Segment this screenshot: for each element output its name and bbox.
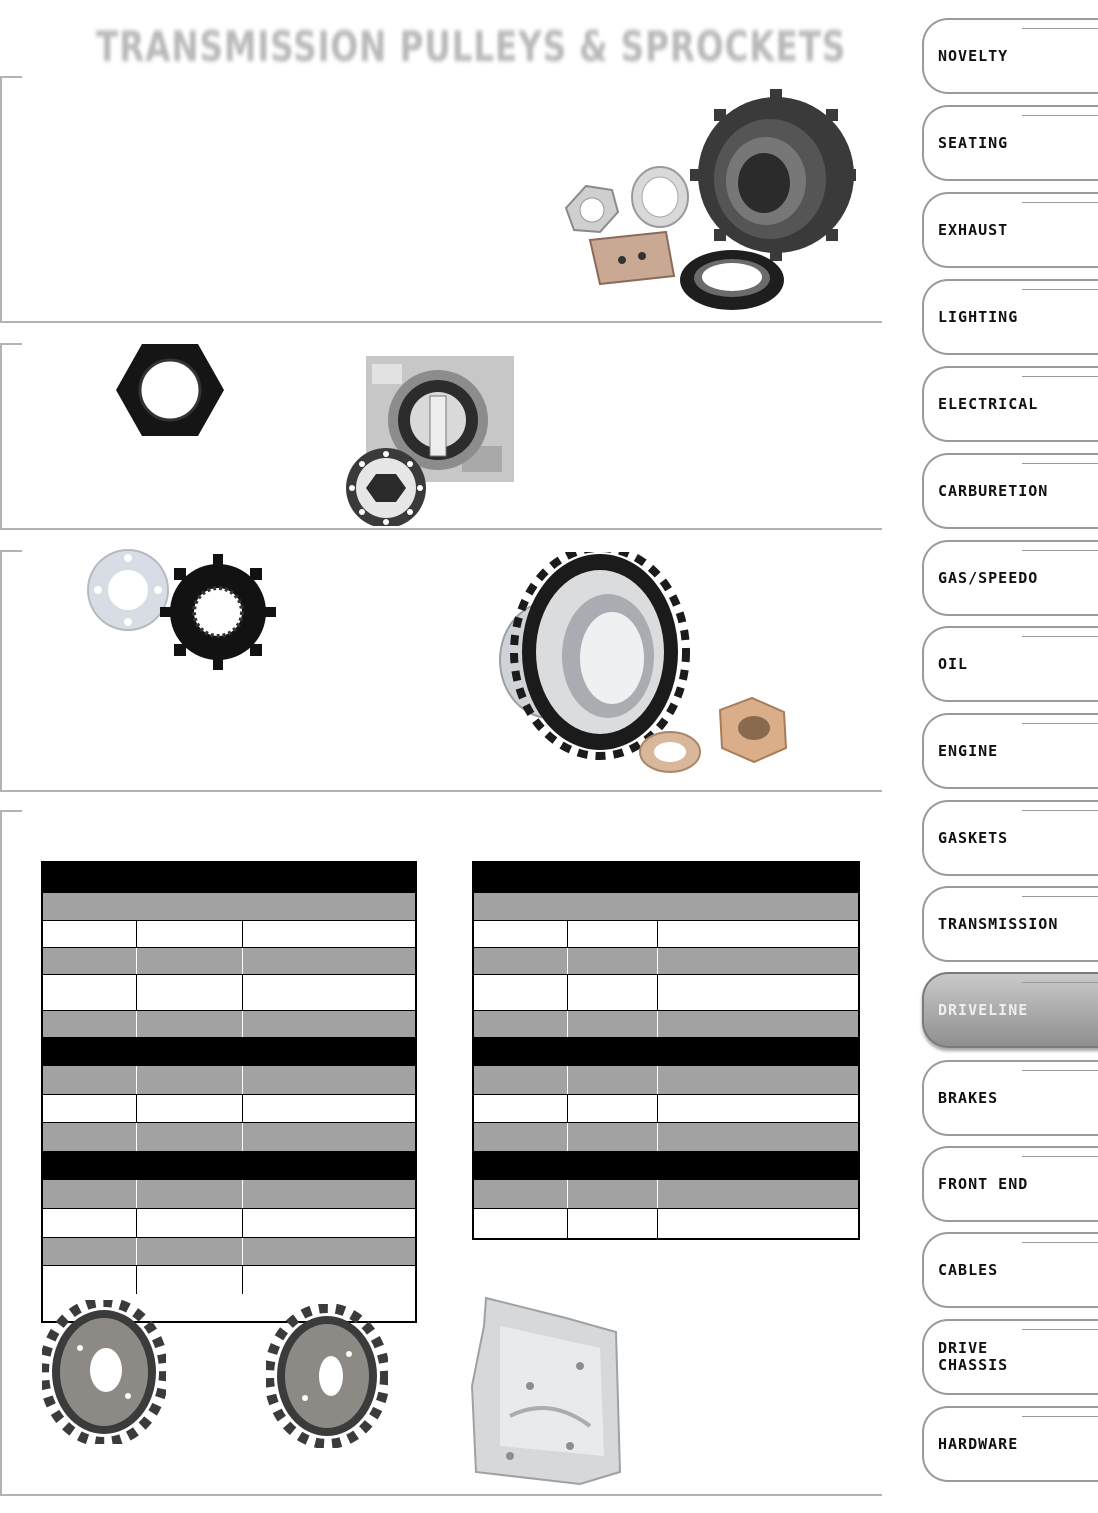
tab-oil[interactable]: [922, 626, 1098, 702]
table-row: [474, 1209, 858, 1238]
tab-engine[interactable]: [922, 713, 1098, 789]
tab-front-end[interactable]: [922, 1146, 1098, 1222]
tab-gas-speedo[interactable]: [922, 540, 1098, 616]
table-row: [474, 1066, 858, 1095]
table-row: [474, 948, 858, 975]
tab-label: DRIVELINE: [938, 1000, 1029, 1019]
tab-electrical[interactable]: [922, 366, 1098, 442]
table-header-row: [474, 1038, 858, 1066]
transmission-mainshaft-icon: [342, 356, 514, 526]
table-row: [43, 1209, 415, 1238]
table-row: [43, 1266, 415, 1294]
tab-label: BRAKES: [938, 1088, 999, 1107]
sprocket-cover-icon: [470, 1296, 624, 1486]
table-row: [43, 1180, 415, 1209]
tab-label: HARDWARE: [938, 1434, 1019, 1453]
tab-novelty[interactable]: [922, 18, 1098, 94]
tab-label: SEATING: [938, 133, 1009, 152]
tab-label: ENGINE: [938, 741, 999, 760]
table-header-row: [474, 1152, 858, 1180]
page-title: TRANSMISSION PULLEYS & SPROCKETS: [96, 22, 847, 71]
tab-brakes[interactable]: [922, 1060, 1098, 1136]
tab-seating[interactable]: [922, 105, 1098, 181]
table-row: [474, 975, 858, 1011]
tab-exhaust[interactable]: [922, 192, 1098, 268]
table-row: [43, 1095, 415, 1123]
spec-table-left: [41, 861, 417, 1323]
tab-transmission[interactable]: [922, 886, 1098, 962]
tab-label: LIGHTING: [938, 307, 1019, 326]
tab-lighting[interactable]: [922, 279, 1098, 355]
table-header-row: [43, 863, 415, 893]
double-sprocket-icon: [488, 552, 800, 780]
table-row: [43, 921, 415, 948]
hex-nut-icon: [112, 340, 228, 440]
tab-label: GASKETS: [938, 828, 1009, 847]
tab-label: DRIVE CHASSIS: [938, 1339, 1009, 1374]
tab-hardware[interactable]: [922, 1406, 1098, 1482]
table-header-row: [474, 863, 858, 893]
table-header-row: [43, 1152, 415, 1180]
tab-label: OIL: [938, 654, 969, 673]
table-row: [43, 1238, 415, 1266]
tab-label: CARBURETION: [938, 481, 1049, 500]
table-row: [474, 921, 858, 948]
table-subheader-row: [43, 893, 415, 921]
table-row: [43, 948, 415, 975]
tab-drive-chassis[interactable]: [922, 1319, 1098, 1395]
table-row: [43, 1123, 415, 1152]
tab-cables[interactable]: [922, 1232, 1098, 1308]
sprocket-spacer-icon: [86, 542, 276, 678]
tab-carburetion[interactable]: [922, 453, 1098, 529]
table-row: [474, 1095, 858, 1123]
tab-label: ELECTRICAL: [938, 394, 1039, 413]
sprocket-icon: [266, 1304, 388, 1448]
sprocket-icon: [42, 1300, 166, 1444]
table-header-row: [43, 1038, 415, 1066]
tab-gaskets[interactable]: [922, 800, 1098, 876]
tab-label: FRONT END: [938, 1174, 1029, 1193]
table-row: [474, 1180, 858, 1209]
table-row: [43, 1011, 415, 1038]
table-row: [474, 1123, 858, 1152]
tab-label: GAS/SPEEDO: [938, 568, 1039, 587]
table-row: [43, 975, 415, 1011]
tab-label: NOVELTY: [938, 46, 1009, 65]
tab-label: EXHAUST: [938, 220, 1009, 239]
table-row: [474, 1011, 858, 1038]
tab-label: TRANSMISSION: [938, 914, 1059, 933]
spec-table-right: [472, 861, 860, 1240]
toothed-pulley-kit-icon: [556, 80, 856, 315]
table-subheader-row: [474, 893, 858, 921]
tab-label: CABLES: [938, 1260, 999, 1279]
table-row: [43, 1066, 415, 1095]
tab-driveline[interactable]: [922, 972, 1098, 1048]
